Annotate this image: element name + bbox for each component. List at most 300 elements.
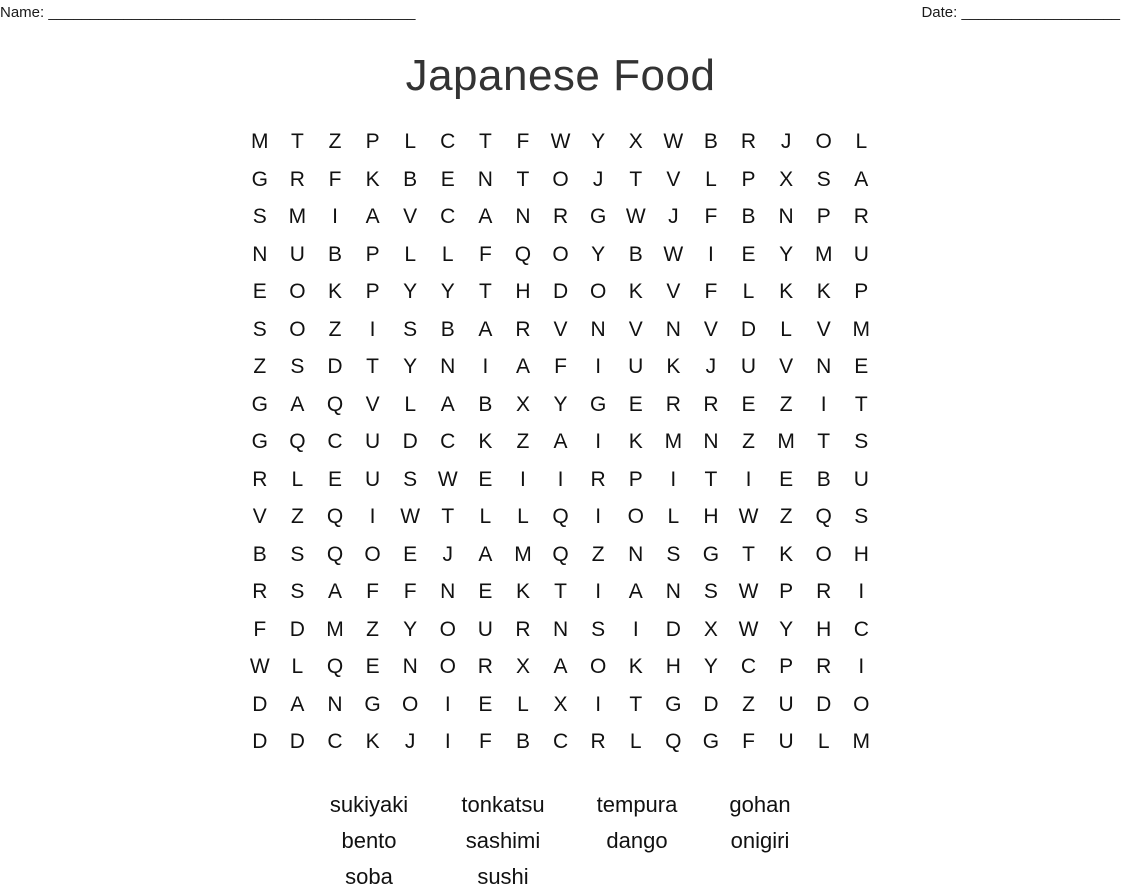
grid-cell: R (590, 467, 606, 491)
grid-cell: X (703, 617, 718, 641)
word-search-grid (241, 123, 880, 761)
grid-cell: R (477, 655, 493, 678)
grid-cell: G (251, 430, 268, 453)
grid-cell: I (369, 317, 376, 341)
grid-cell: S (591, 617, 606, 641)
grid-cell: L (517, 692, 529, 716)
grid-cell: Y (553, 392, 568, 416)
word-bank-item: dango (606, 828, 668, 853)
grid-cell: I (595, 692, 602, 716)
grid-cell: W (625, 205, 646, 228)
grid-cell: L (404, 392, 417, 416)
grid-cell: P (628, 467, 643, 491)
grid-cell: K (628, 655, 643, 678)
grid-cell: E (252, 280, 267, 303)
grid-cell: Z (290, 505, 304, 528)
grid-cell: P (816, 205, 831, 228)
grid-cell: Z (366, 617, 379, 641)
grid-cell: D (327, 355, 343, 378)
grid-cell: F (403, 580, 417, 603)
grid-cell: K (628, 430, 643, 453)
grid-cell: B (252, 542, 267, 566)
grid-cell: Q (665, 730, 682, 753)
page-title: Japanese Food (405, 51, 716, 100)
grid-cell: P (854, 280, 869, 303)
grid-cell: N (552, 617, 569, 641)
grid-cell: S (854, 505, 869, 528)
grid-cell: D (665, 617, 681, 641)
grid-cell: D (552, 280, 569, 303)
grid-cell: T (290, 130, 304, 153)
grid-cell: V (403, 205, 418, 228)
name-field[interactable]: Name: ____________________________________________ (0, 4, 416, 21)
grid-cell: S (290, 542, 305, 566)
grid-cell: C (552, 730, 569, 753)
grid-cell: K (365, 730, 380, 753)
grid-cell: Y (403, 355, 418, 378)
grid-cell: F (366, 580, 379, 603)
grid-cell: H (703, 505, 719, 528)
word-bank-item: sashimi (465, 828, 541, 853)
grid-cell: K (628, 280, 643, 303)
grid-cell: E (365, 655, 380, 678)
grid-cell: F (742, 730, 755, 753)
grid-cell: Q (552, 542, 569, 566)
grid-cell: I (332, 205, 338, 228)
grid-cell: F (516, 130, 530, 153)
grid-cell: P (779, 580, 794, 603)
grid-cell: A (478, 542, 493, 566)
grid-cell: O (815, 130, 832, 153)
grid-cell: O (853, 692, 870, 716)
grid-cell: S (252, 317, 267, 341)
grid-cell: T (554, 580, 567, 603)
grid-cell: E (478, 692, 493, 716)
grid-cell: Q (326, 542, 344, 566)
grid-cell: T (366, 355, 379, 378)
grid-cell: G (251, 167, 268, 191)
grid-cell: Y (591, 130, 606, 153)
grid-cell: N (665, 317, 681, 341)
grid-cell: Z (779, 505, 793, 528)
grid-cell: K (816, 280, 831, 303)
grid-cell: K (666, 355, 681, 378)
word-bank-item: tonkatsu (461, 792, 545, 817)
grid-cell: A (854, 167, 869, 191)
grid-cell: D (703, 692, 719, 716)
grid-cell: T (742, 542, 755, 566)
grid-cell: N (816, 355, 832, 378)
grid-cell: L (479, 505, 492, 528)
grid-cell: Y (403, 280, 418, 303)
grid-cell: J (780, 130, 792, 153)
grid-cell: H (853, 542, 869, 566)
grid-cell: M (664, 430, 683, 453)
grid-cell: S (816, 167, 831, 191)
grid-cell: T (629, 167, 643, 191)
grid-cell: Z (779, 392, 793, 416)
grid-cell: U (289, 242, 305, 266)
grid-cell: R (853, 205, 869, 228)
grid-cell: N (477, 167, 493, 191)
grid-cell: R (252, 467, 268, 491)
grid-cell: A (478, 317, 493, 341)
grid-cell: Z (328, 317, 342, 341)
grid-cell: G (702, 730, 720, 753)
grid-cell: I (444, 730, 451, 753)
grid-cell: K (779, 542, 794, 566)
grid-cell: T (516, 167, 530, 191)
grid-cell: A (515, 355, 530, 378)
grid-cell: C (440, 130, 456, 153)
grid-cell: M (251, 130, 269, 153)
grid-cell: T (817, 430, 831, 453)
grid-cell: V (553, 317, 568, 341)
grid-cell: Z (328, 130, 342, 153)
grid-cell: T (704, 467, 718, 491)
grid-cell: F (478, 242, 492, 266)
grid-cell: F (704, 205, 718, 228)
grid-cell: F (478, 730, 492, 753)
grid-cell: R (590, 730, 606, 753)
grid-cell: W (663, 130, 684, 153)
grid-cell: R (665, 392, 681, 416)
grid-cell: E (741, 392, 756, 416)
grid-cell: S (854, 430, 869, 453)
grid-cell: I (557, 467, 564, 491)
grid-cell: U (477, 617, 493, 641)
grid-cell: W (249, 655, 270, 678)
grid-cell: I (444, 692, 451, 716)
grid-cell: Y (703, 655, 718, 678)
grid-cell: W (437, 467, 458, 491)
grid-cell: Z (742, 692, 755, 716)
grid-cell: Y (403, 617, 418, 641)
grid-cell: B (440, 317, 455, 341)
grid-cell: C (853, 617, 869, 641)
grid-cell: T (478, 280, 492, 303)
grid-cell: A (440, 392, 455, 416)
grid-cell: O (815, 542, 832, 566)
grid-cell: R (515, 617, 531, 641)
grid-cell: P (365, 280, 380, 303)
grid-cell: I (708, 242, 714, 266)
grid-cell: G (702, 542, 720, 566)
grid-cell: C (740, 655, 757, 678)
grid-cell: V (666, 280, 681, 303)
grid-cell: C (327, 730, 343, 753)
grid-cell: V (666, 167, 681, 191)
grid-cell: Z (591, 542, 605, 566)
grid-cell: O (552, 242, 569, 266)
grid-cell: V (779, 355, 794, 378)
grid-cell: N (628, 542, 644, 566)
grid-cell: R (252, 580, 268, 603)
grid-cell: O (289, 317, 306, 341)
grid-cell: C (440, 205, 456, 228)
word-bank-item: soba (345, 864, 393, 889)
grid-cell: K (365, 167, 380, 191)
grid-cell: Z (516, 430, 530, 453)
grid-cell: A (553, 655, 568, 678)
grid-cell: F (554, 355, 567, 378)
grid-cell: A (290, 392, 305, 416)
word-bank-item: tempura (596, 792, 678, 817)
grid-cell: L (404, 130, 417, 153)
grid-cell: O (439, 617, 456, 641)
grid-cell: D (402, 430, 418, 453)
grid-cell: B (515, 730, 530, 753)
grid-cell: G (251, 392, 268, 416)
grid-cell: R (552, 205, 569, 228)
grid-cell: S (252, 205, 267, 228)
grid-cell: R (816, 655, 832, 678)
grid-cell: E (854, 355, 869, 378)
grid-cell: O (552, 167, 569, 191)
word-bank (306, 787, 820, 895)
grid-cell: Q (326, 505, 344, 528)
grid-cell: U (778, 730, 794, 753)
grid-cell: S (290, 355, 305, 378)
grid-cell: X (628, 130, 643, 153)
grid-cell: V (365, 392, 380, 416)
grid-cell: T (478, 130, 492, 153)
grid-cell: L (705, 167, 717, 191)
grid-cell: P (365, 242, 380, 266)
grid-cell: N (703, 430, 719, 453)
grid-cell: T (629, 692, 643, 716)
grid-cell: M (288, 205, 307, 228)
grid-cell: E (628, 392, 643, 416)
grid-cell: Q (289, 430, 306, 453)
grid-cell: Q (514, 242, 532, 266)
grid-cell: O (439, 655, 456, 678)
grid-cell: B (478, 392, 493, 416)
grid-cell: A (327, 580, 342, 603)
grid-cell: V (628, 317, 643, 341)
grid-cell: G (665, 692, 682, 716)
grid-cell: C (440, 430, 456, 453)
grid-cell: I (670, 467, 677, 491)
grid-cell: S (403, 467, 418, 491)
grid-cell: I (595, 355, 602, 378)
grid-cell: O (402, 692, 419, 716)
grid-cell: M (326, 617, 344, 641)
grid-cell: Q (326, 655, 344, 678)
grid-cell: A (478, 205, 493, 228)
grid-cell: H (665, 655, 681, 678)
grid-cell: J (705, 355, 717, 378)
grid-cell: E (478, 580, 493, 603)
grid-cell: D (289, 617, 305, 641)
grid-cell: O (627, 505, 644, 528)
grid-cell: X (779, 167, 794, 191)
grid-cell: W (663, 242, 684, 266)
grid-cell: X (515, 655, 530, 678)
grid-cell: G (589, 392, 607, 416)
grid-cell: O (589, 655, 607, 678)
grid-cell: V (703, 317, 718, 341)
grid-cell: F (328, 167, 342, 191)
grid-cell: E (741, 242, 756, 266)
grid-cell: L (742, 280, 755, 303)
grid-cell: S (290, 580, 305, 603)
grid-cell: O (589, 280, 607, 303)
grid-cell: S (666, 542, 681, 566)
grid-cell: D (252, 730, 268, 753)
grid-cell: O (364, 542, 381, 566)
grid-cell: M (852, 730, 871, 753)
grid-cell: U (628, 355, 644, 378)
grid-cell: A (553, 430, 568, 453)
grid-cell: N (665, 580, 681, 603)
grid-cell: R (289, 167, 305, 191)
grid-cell: V (252, 505, 267, 528)
grid-cell: Z (253, 355, 267, 378)
grid-cell: W (738, 617, 759, 641)
grid-cell: P (741, 167, 756, 191)
grid-cell: Q (815, 505, 832, 528)
grid-cell: M (852, 317, 871, 341)
grid-cell: L (855, 130, 868, 153)
grid-cell: W (738, 505, 759, 528)
grid-cell: M (777, 430, 795, 453)
grid-cell: Q (326, 392, 344, 416)
grid-cell: N (402, 655, 418, 678)
grid-cell: D (816, 692, 832, 716)
grid-cell: F (704, 280, 718, 303)
grid-cell: A (628, 580, 643, 603)
grid-cell: H (515, 280, 531, 303)
grid-cell: I (595, 505, 602, 528)
grid-cell: N (327, 692, 343, 716)
grid-cell: B (703, 130, 718, 153)
grid-cell: I (632, 617, 639, 641)
grid-cell: N (440, 355, 456, 378)
grid-cell: E (403, 542, 418, 566)
grid-cell: F (253, 617, 267, 641)
grid-cell: C (327, 430, 343, 453)
grid-cell: D (289, 730, 305, 753)
grid-cell: B (628, 242, 643, 266)
grid-cell: X (553, 692, 568, 716)
grid-cell: L (441, 242, 454, 266)
grid-cell: H (816, 617, 832, 641)
grid-cell: E (478, 467, 493, 491)
grid-cell: Y (779, 617, 794, 641)
grid-cell: I (858, 580, 865, 603)
grid-cell: L (517, 505, 529, 528)
word-bank-item: sushi (477, 864, 529, 889)
grid-cell: M (814, 242, 833, 266)
grid-cell: K (478, 430, 493, 453)
grid-cell: K (779, 280, 794, 303)
grid-cell: E (327, 467, 342, 491)
grid-cell: N (252, 242, 268, 266)
grid-cell: L (817, 730, 830, 753)
grid-cell: N (440, 580, 456, 603)
grid-cell: R (515, 317, 531, 341)
grid-cell: A (365, 205, 380, 228)
grid-cell: S (403, 317, 418, 341)
grid-cell: L (291, 655, 304, 678)
grid-cell: U (853, 242, 869, 266)
grid-cell: E (440, 167, 455, 191)
grid-cell: M (514, 542, 532, 566)
grid-cell: P (779, 655, 794, 678)
grid-cell: I (745, 467, 752, 491)
grid-cell: I (595, 430, 602, 453)
grid-cell: K (327, 280, 342, 303)
grid-cell: N (778, 205, 794, 228)
grid-cell: B (741, 205, 756, 228)
grid-cell: B (403, 167, 418, 191)
grid-cell: W (738, 580, 759, 603)
grid-cell: Q (552, 505, 569, 528)
grid-cell: E (779, 467, 794, 491)
grid-cell: U (364, 467, 381, 491)
grid-cell: L (629, 730, 642, 753)
grid-cell: J (592, 167, 604, 191)
grid-cell: Y (591, 242, 606, 266)
grid-cell: U (364, 430, 381, 453)
grid-cell: I (595, 580, 602, 603)
grid-cell: D (252, 692, 268, 716)
grid-cell: I (820, 392, 827, 416)
grid-cell: P (365, 130, 380, 153)
grid-cell: U (853, 467, 869, 491)
grid-cell: S (703, 580, 718, 603)
grid-cell: V (816, 317, 831, 341)
word-bank-item: gohan (729, 792, 791, 817)
grid-cell: L (404, 242, 417, 266)
grid-cell: A (290, 692, 305, 716)
grid-cell: L (780, 317, 792, 341)
grid-cell: L (667, 505, 680, 528)
grid-cell: D (740, 317, 757, 341)
grid-cell: L (291, 467, 304, 491)
grid-cell: R (740, 130, 757, 153)
grid-cell: U (778, 692, 794, 716)
grid-cell: J (442, 542, 454, 566)
grid-cell: I (520, 467, 526, 491)
grid-cell: W (400, 505, 421, 528)
date-field[interactable]: Date: ___________________ (921, 4, 1120, 21)
grid-cell: G (589, 205, 607, 228)
grid-cell: J (668, 205, 679, 228)
grid-cell: B (327, 242, 342, 266)
grid-cell: Z (742, 430, 755, 453)
grid-cell: I (482, 355, 489, 378)
grid-cell: R (816, 580, 832, 603)
grid-cell: G (364, 692, 381, 716)
grid-cell: N (515, 205, 531, 228)
word-bank-item: sukiyaki (329, 792, 409, 817)
grid-cell: U (740, 355, 757, 378)
grid-cell: T (441, 505, 455, 528)
grid-cell: Y (440, 280, 455, 303)
word-bank-item: bento (341, 828, 397, 853)
grid-cell: J (404, 730, 416, 753)
grid-cell: O (289, 280, 306, 303)
grid-cell: B (816, 467, 831, 491)
grid-cell: T (854, 392, 868, 416)
grid-cell: N (590, 317, 606, 341)
grid-cell: R (703, 392, 719, 416)
grid-cell: I (858, 655, 865, 678)
word-bank-item: onigiri (730, 828, 790, 853)
grid-cell: X (515, 392, 530, 416)
